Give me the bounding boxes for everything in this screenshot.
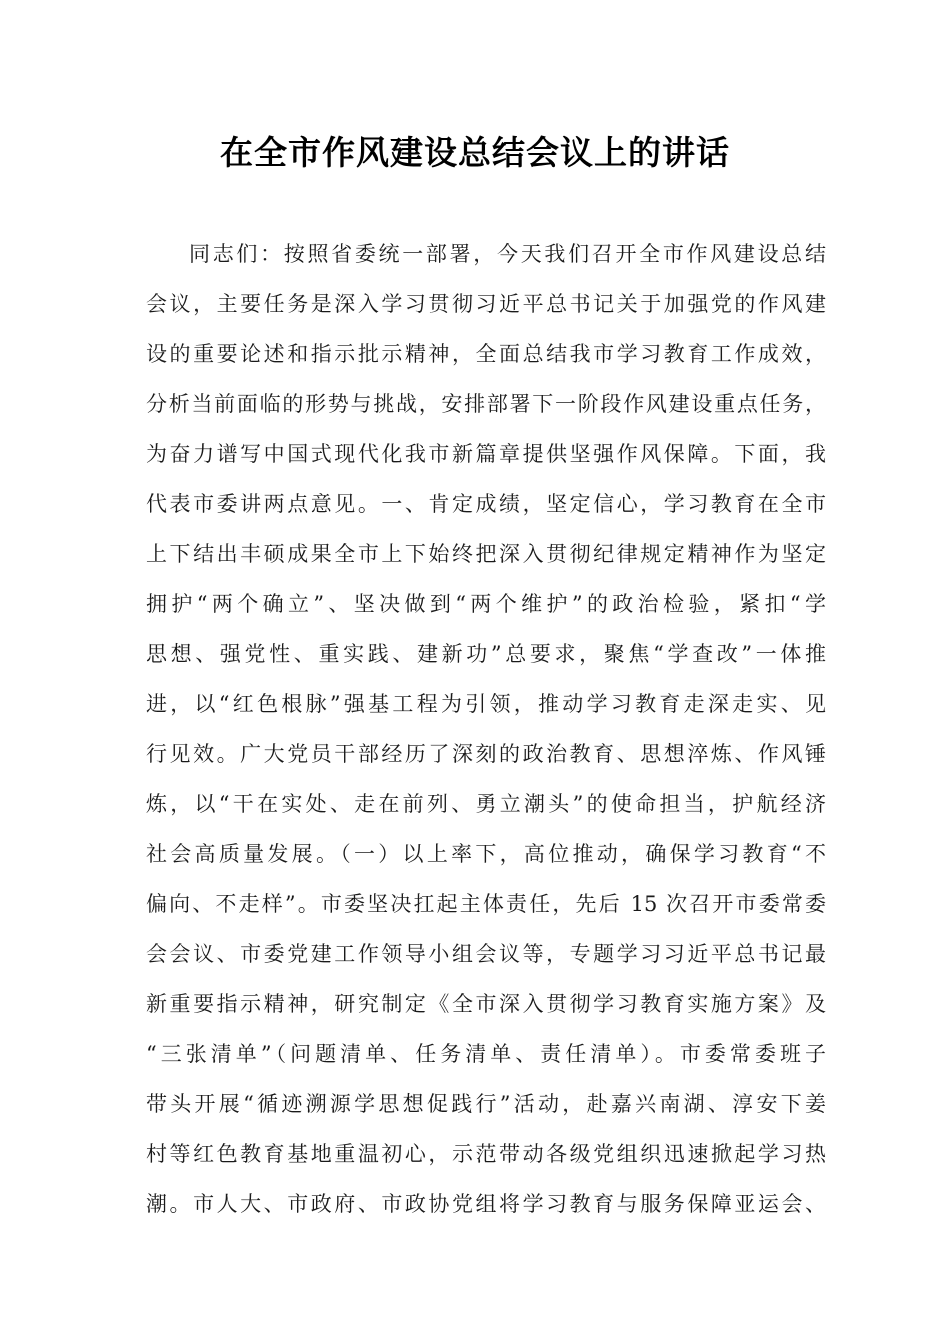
body-line: 偏向、不走样”。市委坚决扛起主体责任，先后 15 次召开市委常委 (146, 892, 826, 916)
body-line: “三张清单”（问题清单、任务清单、责任清单）。市委常委班子 (146, 1042, 826, 1066)
body-line: 带头开展“循迹溯源学思想促践行”活动，赴嘉兴南湖、淳安下姜 (146, 1092, 826, 1116)
body-line: 潮。市人大、市政府、市政协党组将学习教育与服务保障亚运会、 (146, 1192, 826, 1216)
body-line: 社会高质量发展。（一）以上率下，高位推动，确保学习教育“不 (146, 842, 826, 866)
body-line: 分析当前面临的形势与挑战，安排部署下一阶段作风建设重点任务， (146, 392, 826, 416)
body-line: 思想、强党性、重实践、建新功”总要求，聚焦“学查改”一体推 (146, 642, 826, 666)
body-line: 代表市委讲两点意见。一、肯定成绩，坚定信心，学习教育在全市 (146, 492, 826, 516)
document-body (146, 229, 826, 1229)
body-line: 为奋力谱写中国式现代化我市新篇章提供坚强作风保障。下面，我 (146, 442, 826, 466)
body-line: 炼，以“干在实处、走在前列、勇立潮头”的使命担当，护航经济 (146, 792, 826, 816)
body-line: 进，以“红色根脉”强基工程为引领，推动学习教育走深走实、见 (146, 692, 826, 716)
body-line: 会会议、市委党建工作领导小组会议等，专题学习习近平总书记最 (146, 942, 826, 966)
body-line: 设的重要论述和指示批示精神，全面总结我市学习教育工作成效， (146, 342, 826, 366)
body-line: 会议，主要任务是深入学习贯彻习近平总书记关于加强党的作风建 (146, 292, 826, 316)
body-line: 同志们：按照省委统一部署，今天我们召开全市作风建设总结 (189, 242, 826, 266)
body-line: 新重要指示精神，研究制定《全市深入贯彻学习教育实施方案》及 (146, 992, 826, 1016)
body-line: 拥护“两个确立”、坚决做到“两个维护”的政治检验，紧扣“学 (146, 592, 826, 616)
document-title: 在全市作风建设总结会议上的讲话 (220, 133, 730, 172)
body-line: 村等红色教育基地重温初心，示范带动各级党组织迅速掀起学习热 (146, 1142, 826, 1166)
body-line: 上下结出丰硕成果全市上下始终把深入贯彻纪律规定精神作为坚定 (146, 542, 826, 566)
body-line: 行见效。广大党员干部经历了深刻的政治教育、思想淬炼、作风锤 (146, 742, 826, 766)
